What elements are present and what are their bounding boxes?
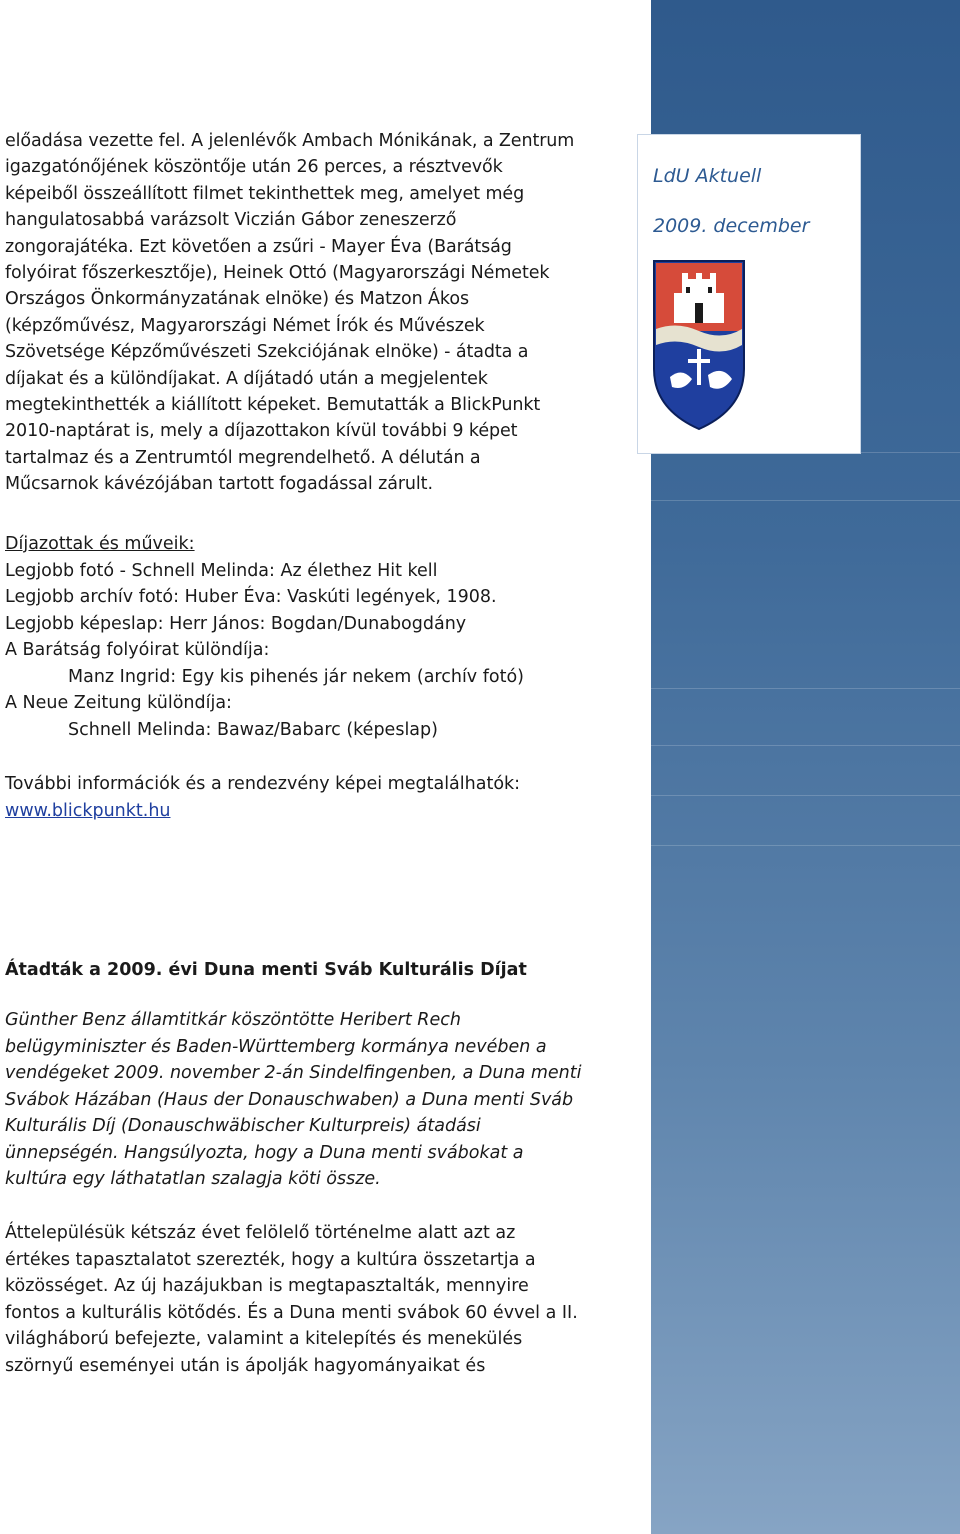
issue-date: 2009. december — [653, 215, 810, 237]
sidebar-divider — [651, 795, 960, 796]
lead-line: Kulturális Díj (Donauschwäbischer Kulturpreis) átadási — [5, 1116, 481, 1136]
body-line: világháború befejezte, valamint a kitelepítés és menekülés — [5, 1329, 523, 1349]
text-span: Ezt követően a zsűri - Mayer Éva (Barátság — [133, 236, 512, 257]
paragraph-line: képeiből összeállított filmet tekinthettek meg, amelyet még — [5, 183, 525, 204]
article-lead — [5, 1007, 605, 1193]
article-title — [5, 957, 605, 984]
awards-list — [5, 531, 605, 743]
paragraph-line: 2010-naptárat is, mely a díjazottakon kívül további 9 képet — [5, 421, 518, 442]
coat-of-arms-icon — [652, 259, 746, 431]
paragraph-line: tartalmaz és a Zentrumtól megrendelhető. A délután a — [5, 447, 481, 468]
publication-name: LdU Aktuell — [653, 165, 762, 187]
paragraph-line — [5, 234, 595, 260]
lead-line: kultúra egy láthatatlan szalagja köti össze. — [5, 1169, 381, 1189]
award-line-indented: Manz Ingrid: Egy kis pihenés jár nekem (archív fotó) — [68, 666, 524, 687]
awards-heading: Díjazottak és műveik: — [5, 534, 195, 554]
body-line: fontos a kulturális kötődés. És a Duna menti svábok 60 évvel a II. — [5, 1302, 578, 1323]
blickpunkt-link[interactable]: www.blickpunkt.hu — [5, 800, 171, 821]
paragraph-line: díjakat és a különdíjakat. A díjátadó után a megjelentek — [5, 368, 488, 389]
more-info — [5, 771, 605, 824]
more-info-text: További információk és a rendezvény képei megtalálhatók: — [5, 774, 521, 794]
lead-line: belügyminiszter és Baden-Württemberg kormánya nevében a — [5, 1036, 547, 1057]
paragraph-line: előadása vezette fel. A jelenlévők Ambach Mónikának, a Zentrum — [5, 131, 575, 151]
paragraph-line: (képzőművész, Magyarországi Német Írók és Művészek — [5, 315, 485, 336]
body-line: Áttelepülésük kétszáz évet felölelő történelme alatt azt az — [5, 1223, 516, 1243]
paragraph-line: hangulatosabbá varázsolt Viczián Gábor zeneszerző — [5, 210, 457, 231]
article-heading: Átadták a 2009. évi Duna menti Sváb Kulturális Díjat — [5, 960, 527, 980]
award-line: Legjobb archív fotó: Huber Éva: Vaskúti legények, 1908. — [5, 587, 497, 607]
award-line-indented: Schnell Melinda: Bawaz/Babarc (képeslap) — [68, 719, 438, 740]
sidebar-masthead — [637, 134, 861, 454]
sidebar-divider — [651, 500, 960, 501]
lead-line: vendégeket 2009. november 2-án Sindelfingenben, a Duna menti — [5, 1063, 582, 1083]
paragraph-line: igazgatónőjének köszöntője után 26 perces, a résztvevők — [5, 157, 503, 178]
body-line: közösséget. Az új hazájukban is megtapasztalták, mennyire — [5, 1276, 529, 1296]
body-line: szörnyű eseményei után is ápolják hagyományaikat és — [5, 1355, 486, 1376]
text-span: zongorajátéka. — [5, 236, 134, 257]
paragraph-line: Műcsarnok kávézójában tartott fogadással zárult. — [5, 474, 433, 495]
award-line: A Barátság folyóirat különdíja: — [5, 640, 270, 660]
body-line: értékes tapasztalatot szerezték, hogy a kultúra összetartja a — [5, 1249, 536, 1270]
sidebar-divider — [651, 845, 960, 846]
award-line: Legjobb képeslap: Herr János: Bogdan/Dunabogdány — [5, 613, 467, 634]
award-line: Legjobb fotó - Schnell Melinda: Az élethez Hit kell — [5, 560, 438, 581]
lead-line: ünnepségén. Hangsúlyozta, hogy a Duna menti svábokat a — [5, 1142, 524, 1163]
article-intro — [5, 128, 595, 498]
paragraph-line: Szövetsége Képzőművészeti Szekciójának elnöke) - átadta a — [5, 342, 529, 363]
sidebar-divider — [651, 688, 960, 689]
sidebar-divider — [651, 745, 960, 746]
lead-line: Günther Benz államtitkár köszöntötte Heribert Rech — [5, 1010, 461, 1030]
award-line: A Neue Zeitung különdíja: — [5, 693, 232, 713]
article-body — [5, 1220, 605, 1379]
paragraph-line: megtekinthették a kiállított képeket. Bemutatták a BlickPunkt — [5, 395, 541, 416]
lead-line: Svábok Házában (Haus der Donauschwaben) a Duna menti Sváb — [5, 1089, 574, 1110]
paragraph-line: Országos Önkormányzatának elnöke) és Matzon Ákos — [5, 289, 469, 310]
paragraph-line: folyóirat főszerkesztője), Heinek Ottó (Magyarországi Németek — [5, 263, 550, 284]
